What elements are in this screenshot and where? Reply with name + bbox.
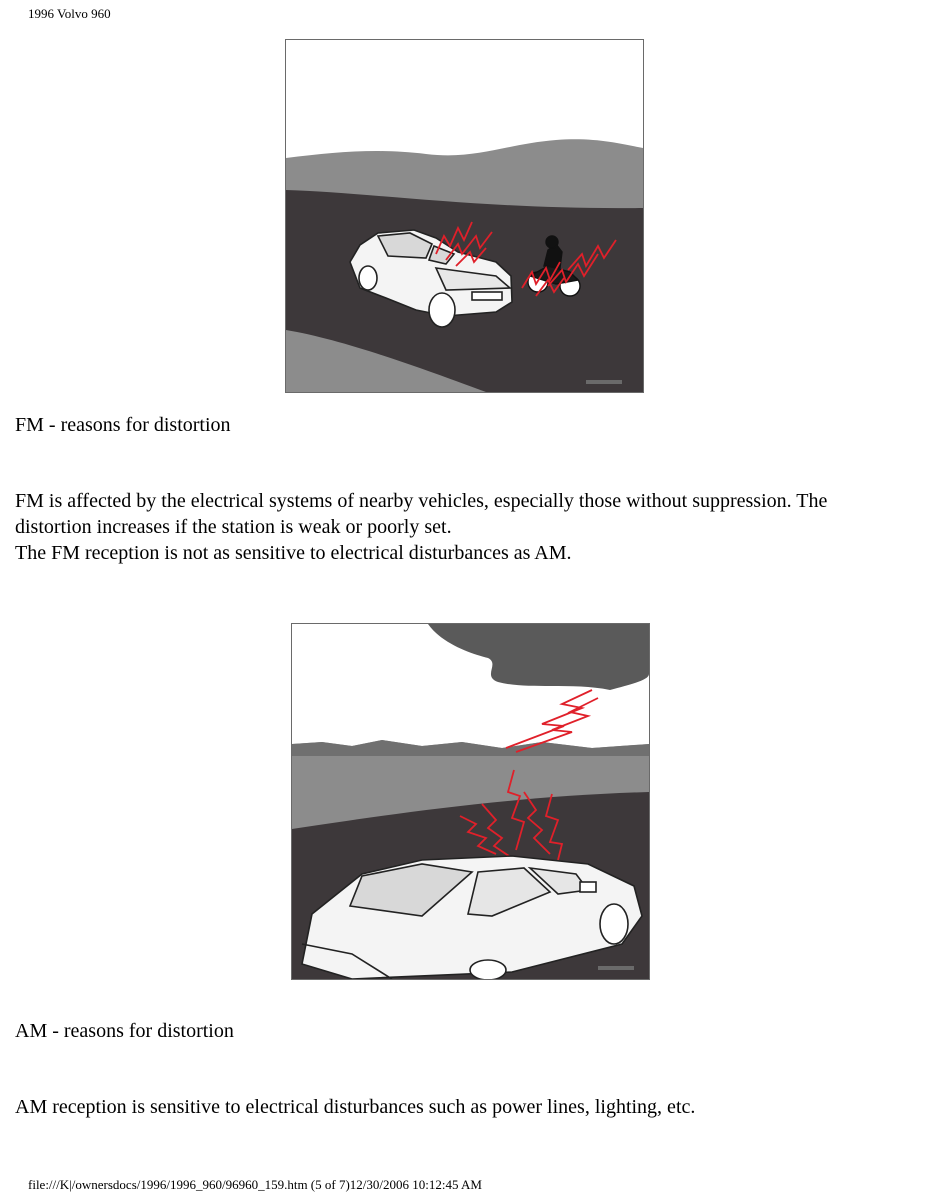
car-lightning-interference-icon [292,624,649,979]
am-distortion-paragraph [15,1094,905,1120]
fm-paragraph-line: FM is affected by the electrical systems of nearby vehicles, especially those without suppression. The distortion increases if the station is weak or poorly set. [15,490,828,538]
page-header-title: 1996 Volvo 960 [28,6,111,21]
fm-distortion-caption: FM - reasons for distortion [15,414,231,436]
fm-distortion-illustration [285,39,644,393]
car-and-motorcycle-interference-icon [286,40,643,392]
am-distortion-illustration [291,623,650,980]
fm-distortion-paragraph [15,488,905,566]
am-paragraph-line: AM reception is sensitive to electrical disturbances such as power lines, lighting, etc. [15,1096,696,1118]
am-distortion-caption: AM - reasons for distortion [15,1020,234,1042]
page-footer-url: file:///K|/ownersdocs/1996/1996_960/96960_159.htm (5 of 7)12/30/2006 10:12:45 AM [28,1177,482,1192]
fm-paragraph-line: The FM reception is not as sensitive to electrical disturbances as AM. [15,542,572,564]
